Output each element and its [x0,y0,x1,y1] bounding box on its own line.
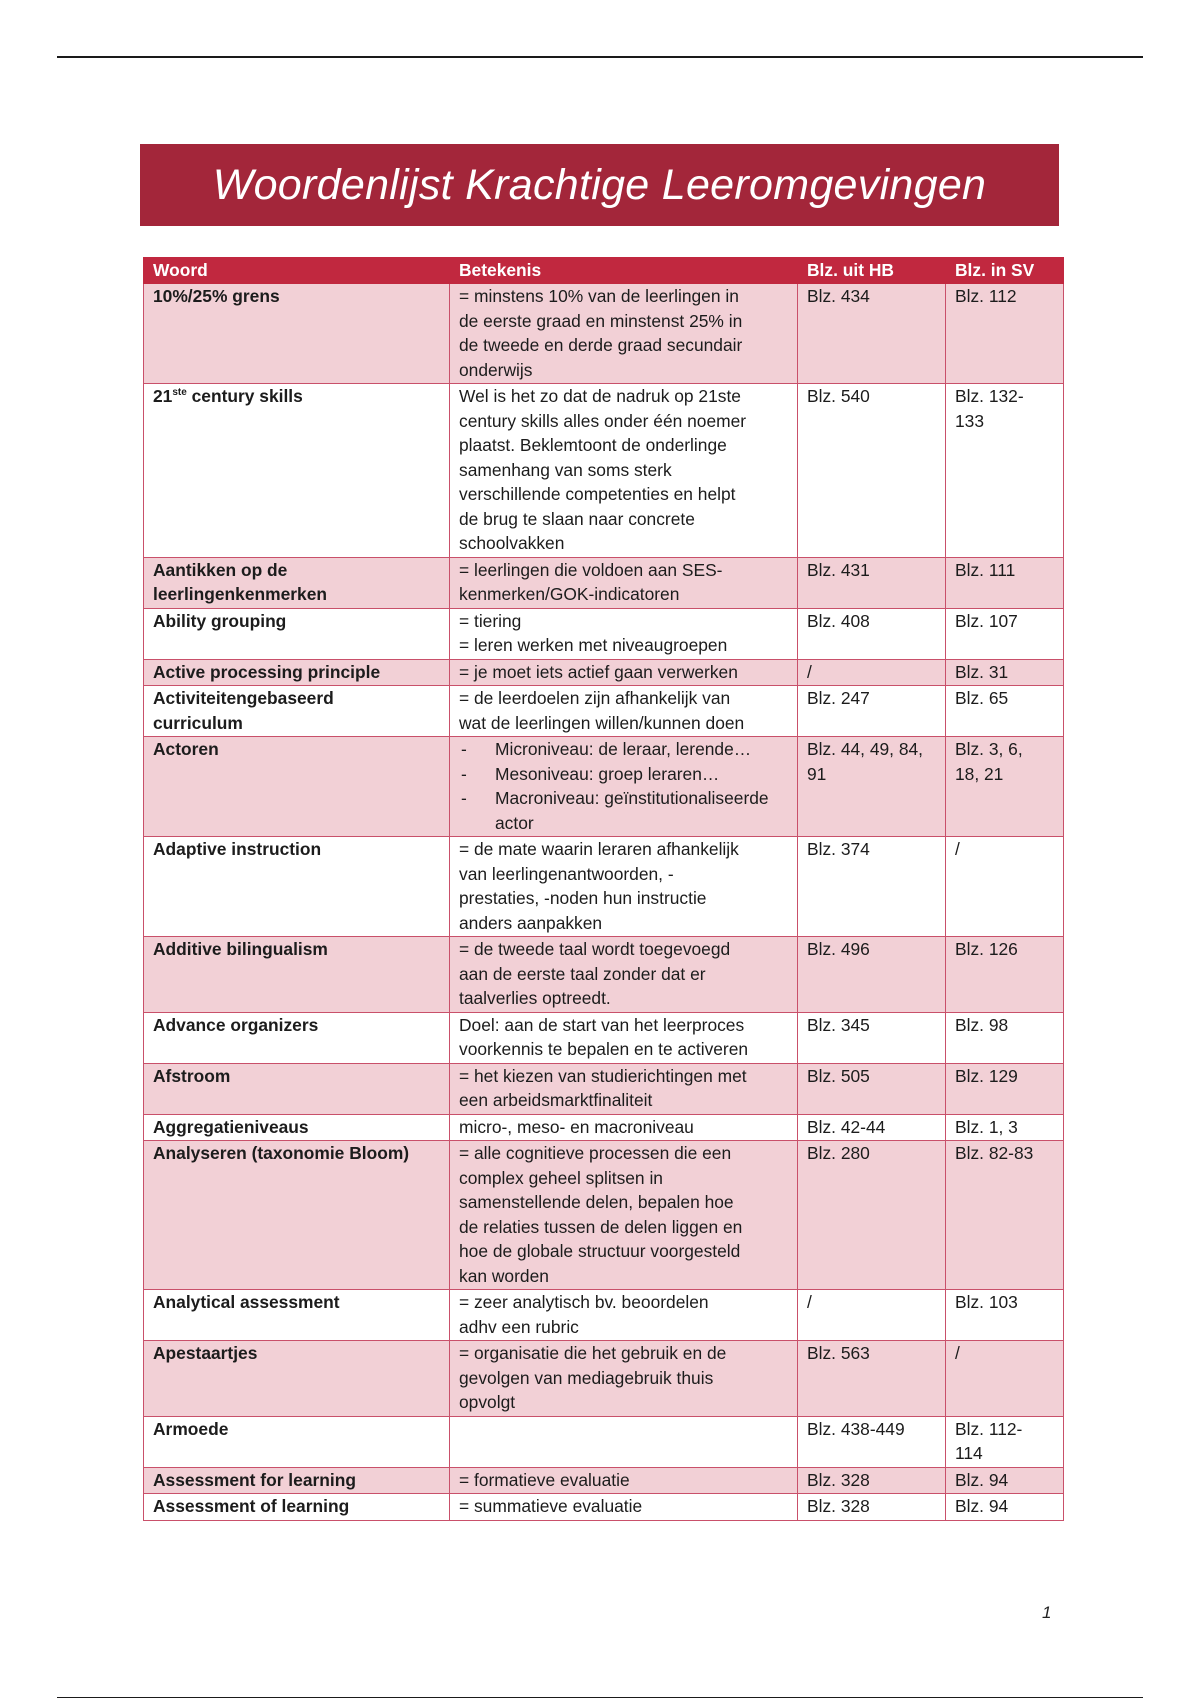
term-cell [144,737,450,837]
term-superscript: ste [172,387,187,399]
definition-cell [450,1467,798,1494]
definition-cell [450,384,798,558]
page-hb-cell [798,686,946,737]
cell-line: Blz. 1, 3 [955,1116,1018,1137]
table-row [144,1063,1064,1114]
term-text: 21 [153,386,173,406]
cell-line: micro-, meso- en macroniveau [459,1116,694,1137]
cell-line: Blz. 505 [807,1065,870,1086]
page-hb-cell [798,737,946,837]
term-text: Active processing principle [153,661,381,682]
table-row [144,686,1064,737]
term-cell [144,1141,450,1290]
cell-line: = het kiezen van studierichtingen met [459,1065,747,1086]
term-cell [144,937,450,1013]
glossary-body [144,284,1064,1521]
page-sv-cell [946,1141,1064,1290]
bottom-rule [57,1697,1143,1698]
term-cell [144,1290,450,1341]
page-hb-cell [798,1290,946,1341]
table-row [144,608,1064,659]
term-cell [144,659,450,686]
cell-line: Blz. 434 [807,286,870,306]
term-text: 10%/25% grens [153,286,280,306]
page-sv-cell [946,1012,1064,1063]
term-text: Additive bilingualism [153,939,328,959]
definition-cell [450,1063,798,1114]
cell-line: Blz. 132- [955,386,1024,406]
cell-line: Blz. 44, 49, 84, [807,739,924,759]
cell-line: opvolgt [459,1392,516,1412]
page-hb-cell [798,1114,946,1141]
page-sv-cell [946,1290,1064,1341]
cell-line: Blz. 111 [955,559,1016,580]
page-sv-cell [946,1416,1064,1467]
page-sv-cell [946,557,1064,608]
cell-line: Blz. 98 [955,1014,1009,1035]
cell-line: Blz. 3, 6, [955,739,1023,759]
cell-line: samenhang van soms sterk [459,459,672,480]
cell-line: = de mate waarin leraren afhankelijk [459,839,739,859]
cell-line: kan worden [459,1265,549,1286]
page-hb-cell [798,1494,946,1521]
definition-cell [450,1494,798,1521]
glossary-table [143,257,1064,1521]
header-page-sv: Blz. in SV [946,258,1064,284]
cell-line: een arbeidsmarktfinaliteit [459,1090,653,1110]
cell-line: Blz. 129 [955,1065,1018,1086]
cell-line: complex geheel splitsen in [459,1167,663,1188]
page-sv-cell [946,384,1064,558]
cell-line: de eerste graad en minstenst 25% in [459,310,743,331]
term-cell [144,686,450,737]
definition-cell [450,1290,798,1341]
definition-cell [450,937,798,1013]
cell-line: curriculum [153,712,243,733]
cell-line: Blz. 42-44 [807,1116,886,1137]
list-item: - Microniveau: de leraar, lerende… [459,737,788,762]
page-sv-cell [946,737,1064,837]
cell-line: van leerlingenantwoorden, - [459,863,674,884]
cell-line: = je moet iets actief gaan verwerken [459,661,738,682]
table-row [144,557,1064,608]
term-cell [144,1416,450,1467]
definition-cell [450,557,798,608]
page-sv-cell [946,659,1064,686]
page-sv-cell [946,1063,1064,1114]
table-row [144,659,1064,686]
cell-line: leerlingenkenmerken [153,584,327,604]
cell-line: Blz. 431 [807,559,870,580]
header-page-hb: Blz. uit HB [798,258,946,284]
table-row [144,937,1064,1013]
page-hb-cell [798,284,946,384]
cell-line: / [807,661,812,682]
cell-line: Blz. 563 [807,1343,870,1363]
cell-line: Blz. 103 [955,1292,1018,1312]
term-text: Apestaartjes [153,1343,258,1363]
cell-line: de tweede en derde graad secundair [459,335,743,355]
term-cell [144,384,450,558]
page-hb-cell [798,1341,946,1417]
term-cell [144,284,450,384]
cell-line: 18, 21 [955,763,1004,784]
cell-line: / [807,1292,812,1312]
cell-line: kenmerken/GOK-indicatoren [459,584,680,604]
page-sv-cell [946,686,1064,737]
cell-line: = de leerdoelen zijn afhankelijk van [459,688,731,708]
cell-line: = de tweede taal wordt toegevoegd [459,939,731,959]
page-hb-cell [798,1063,946,1114]
cell-line: Blz. 107 [955,610,1018,631]
term-cell [144,1063,450,1114]
page-sv-cell [946,1114,1064,1141]
cell-line: = tiering [459,610,522,631]
cell-line: Blz. 280 [807,1143,870,1163]
definition-cell [450,659,798,686]
page-hb-cell [798,1416,946,1467]
cell-line: gevolgen van mediagebruik thuis [459,1367,714,1388]
page-sv-cell [946,937,1064,1013]
page-hb-cell [798,1467,946,1494]
cell-line: de relaties tussen de delen liggen en [459,1216,743,1237]
cell-line: Activiteitengebaseerd [153,688,334,708]
cell-line: Blz. 374 [807,839,870,859]
page-sv-cell [946,284,1064,384]
table-row [144,737,1064,837]
table-row [144,1141,1064,1290]
page-hb-cell [798,659,946,686]
cell-line: = alle cognitieve processen die een [459,1143,732,1163]
page-sv-cell [946,1494,1064,1521]
cell-line: Doel: aan de start van het leerproces [459,1014,745,1035]
cell-line: = zeer analytisch bv. beoordelen [459,1292,709,1312]
page-hb-cell [798,608,946,659]
table-row [144,1467,1064,1494]
term-text: Afstroom [153,1065,231,1086]
page-sv-cell [946,1341,1064,1417]
cell-line: Blz. 345 [807,1014,870,1035]
cell-line: voorkennis te bepalen en te activeren [459,1039,749,1059]
cell-line: wat de leerlingen willen/kunnen doen [459,712,745,733]
page-number: 1 [1042,1603,1052,1622]
term-text: Actoren [153,739,219,759]
definition-cell [450,686,798,737]
cell-line: 91 [807,763,827,784]
term-cell [144,608,450,659]
definition-cell [450,1141,798,1290]
term-text: Ability grouping [153,610,287,631]
cell-line: = leren werken met niveaugroepen [459,635,728,655]
page-hb-cell [798,937,946,1013]
table-row [144,837,1064,937]
cell-line: Aantikken op de [153,559,288,580]
table-header-row [144,258,1064,284]
table-row [144,1114,1064,1141]
page-title: Woordenlijst Krachtige Leeromgevingen [140,144,1059,226]
cell-line: Blz. 328 [807,1469,870,1490]
cell-line: verschillende competenties en helpt [459,484,736,504]
definition-cell [450,1341,798,1417]
cell-line: 133 [955,410,985,431]
term-cell [144,837,450,937]
cell-line: de brug te slaan naar concrete [459,508,695,529]
term-cell [144,1341,450,1417]
page-hb-cell [798,557,946,608]
definition-cell [450,1114,798,1141]
cell-line: = minstens 10% van de leerlingen in [459,286,739,306]
definition-cell [450,737,798,837]
definition-cell [450,1012,798,1063]
cell-line: = leerlingen die voldoen aan SES- [459,559,723,580]
cell-line: hoe de globale structuur voorgesteld [459,1241,741,1261]
page-sv-cell [946,1467,1064,1494]
page-hb-cell [798,837,946,937]
page-hb-cell [798,384,946,558]
list-item: - Mesoniveau: groep leraren… [459,762,788,787]
definition-cell [450,1416,798,1467]
definition-list [459,737,788,835]
cell-line: / [955,1343,960,1363]
cell-line: schoolvakken [459,533,565,553]
cell-line: Blz. 82-83 [955,1143,1034,1163]
cell-line: Blz. 247 [807,688,870,708]
table-row [144,1012,1064,1063]
term-cell [144,1494,450,1521]
page-sv-cell [946,837,1064,937]
cell-line: 114 [955,1443,983,1463]
cell-line: plaatst. Beklemtoont de onderlinge [459,435,727,455]
top-rule [57,56,1143,58]
table-row [144,384,1064,558]
term-text: Analyseren (taxonomie Bloom) [153,1143,410,1163]
cell-line: century skills alles onder één noemer [459,410,747,431]
cell-line: taalverlies optreedt. [459,988,611,1008]
cell-line: Blz. 112- [955,1418,1023,1439]
cell-line: = organisatie die het gebruik en de [459,1343,727,1363]
cell-line: onderwijs [459,359,533,380]
cell-line: Blz. 496 [807,939,870,959]
cell-line: = summatieve evaluatie [459,1496,643,1516]
term-text: Advance organizers [153,1014,319,1035]
table-row [144,1341,1064,1417]
cell-line: Blz. 94 [955,1496,1009,1516]
cell-line: = formatieve evaluatie [459,1469,630,1490]
cell-line: Blz. 540 [807,386,870,406]
page-sv-cell [946,608,1064,659]
definition-cell [450,608,798,659]
cell-line: samenstellende delen, bepalen hoe [459,1192,734,1212]
cell-line: Blz. 438-449 [807,1418,905,1439]
term-text: Assessment of learning [153,1496,350,1516]
cell-line: Blz. 408 [807,610,870,631]
term-text-rest: century skills [186,386,303,406]
term-text: Aggregatieniveaus [153,1116,309,1137]
table-row [144,1494,1064,1521]
definition-cell [450,837,798,937]
cell-line: Wel is het zo dat de nadruk op 21ste [459,386,741,406]
page-hb-cell [798,1012,946,1063]
definition-cell [450,284,798,384]
term-cell [144,1012,450,1063]
term-text: Analytical assessment [153,1292,340,1312]
term-text: Assessment for learning [153,1469,356,1490]
table-row [144,284,1064,384]
table-row [144,1290,1064,1341]
term-cell [144,1467,450,1494]
cell-line: Blz. 328 [807,1496,870,1516]
page-hb-cell [798,1141,946,1290]
header-word: Woord [144,258,450,284]
cell-line: / [955,839,960,859]
cell-line: Blz. 126 [955,939,1018,959]
cell-line: Blz. 31 [955,661,1009,682]
term-text: Armoede [153,1418,229,1439]
term-text: Adaptive instruction [153,839,322,859]
cell-line: Blz. 112 [955,286,1017,306]
cell-line: prestaties, -noden hun instructie [459,888,707,908]
list-item: - Macroniveau: geïnstitutionaliseerde actor [459,786,788,835]
header-meaning: Betekenis [450,258,798,284]
cell-line: anders aanpakken [459,912,603,933]
cell-line: aan de eerste taal zonder dat er [459,963,706,984]
cell-line: Blz. 94 [955,1469,1009,1490]
table-row [144,1416,1064,1467]
cell-line: adhv een rubric [459,1316,579,1337]
cell-line: Blz. 65 [955,688,1009,708]
term-cell [144,1114,450,1141]
term-cell [144,557,450,608]
